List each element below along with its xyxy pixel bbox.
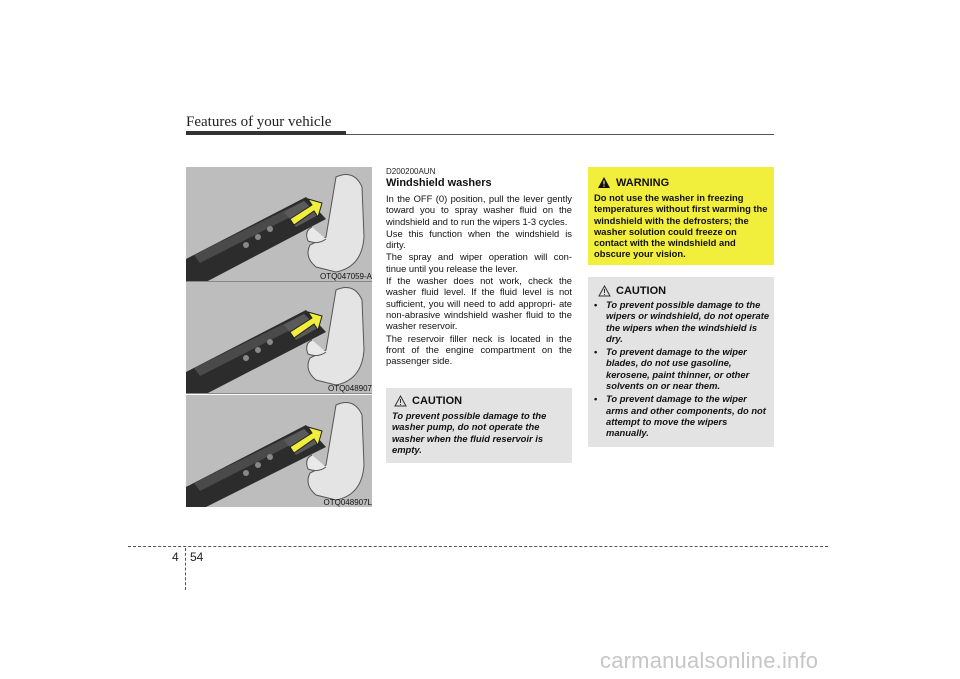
caution-triangle-icon: [598, 285, 611, 297]
caution-box-washer: [386, 388, 572, 463]
body-paragraph: In the OFF (0) position, pull the lever gently toward you to spray washer fluid on the windshield and to run the wipers 1-3 cycles.: [386, 193, 572, 227]
running-header-title: Features of your vehicle: [186, 114, 332, 130]
footer-divider: [185, 548, 186, 590]
header-rule-thin: [346, 134, 774, 135]
figure-separator: [186, 393, 372, 394]
warning-title: WARNING: [616, 177, 670, 189]
wiper-lever-illustration-a: [186, 167, 372, 282]
body-paragraph: Use this function when the windshield is dirty.: [386, 227, 572, 251]
caution-box-wipers: [588, 277, 774, 447]
figure-type-b-illustration: [186, 282, 372, 394]
page-number: 54: [190, 550, 204, 564]
header-rule-thick: [186, 131, 346, 135]
caution-title: CAUTION: [412, 395, 463, 407]
list-item: • To prevent damage to the wiper blades, do not use gasoline, kerosene, paint thinner, or other solvents on or near them.: [594, 346, 750, 392]
section-body: [386, 193, 572, 367]
watermark: carmanualsonline.info: [600, 648, 819, 673]
section-heading: Windshield washers: [386, 177, 492, 189]
list-item: • To prevent damage to the wiper arms and other components, do not attempt to move the wipers manually.: [594, 393, 766, 439]
caution-text: To prevent possible damage to the washer pump, do not operate the washer when the fluid reservoir is empty.: [392, 410, 547, 455]
body-paragraph: If the washer does not work, check the washer fluid level. If the fluid level is not sufficient, you will need to add appropri- ate non-abrasive windshield washer fluid to the washer reservoir.: [386, 275, 572, 332]
body-paragraph: The spray and wiper operation will con- tinue until you release the lever.: [386, 251, 572, 274]
warning-box: [588, 167, 774, 265]
figure-type-a-code: OTQ047059-A: [319, 272, 372, 281]
chapter-number: 4: [172, 550, 179, 564]
figure-type-b-code: OTQ048907: [327, 384, 372, 393]
section-code: D200200AUN: [386, 167, 436, 176]
footer-rule: [128, 546, 828, 547]
warning-text: Do not use the washer in freezing temperatures without first warming the windshield with the defrosters; the washer solution could freeze on contact with the windshield and obscure your vision.: [594, 192, 768, 260]
figure-type-a-illustration: [186, 167, 372, 282]
list-item: • To prevent possible damage to the wipers or windshield, do not operate the wipers when the windshield is dry.: [594, 299, 770, 344]
caution-list: [592, 299, 770, 441]
figure-type-c-code: OTQ048907L: [323, 498, 372, 507]
wiper-lever-illustration-c: [186, 395, 372, 507]
wiper-lever-illustration-b: [186, 282, 372, 394]
caution-title: CAUTION: [616, 285, 667, 297]
body-paragraph: The reservoir filler neck is located in the front of the engine compartment on the passenger side.: [386, 332, 572, 367]
warning-triangle-icon: [597, 176, 611, 189]
caution-triangle-icon: [394, 395, 407, 407]
figure-type-c-illustration: [186, 395, 372, 507]
